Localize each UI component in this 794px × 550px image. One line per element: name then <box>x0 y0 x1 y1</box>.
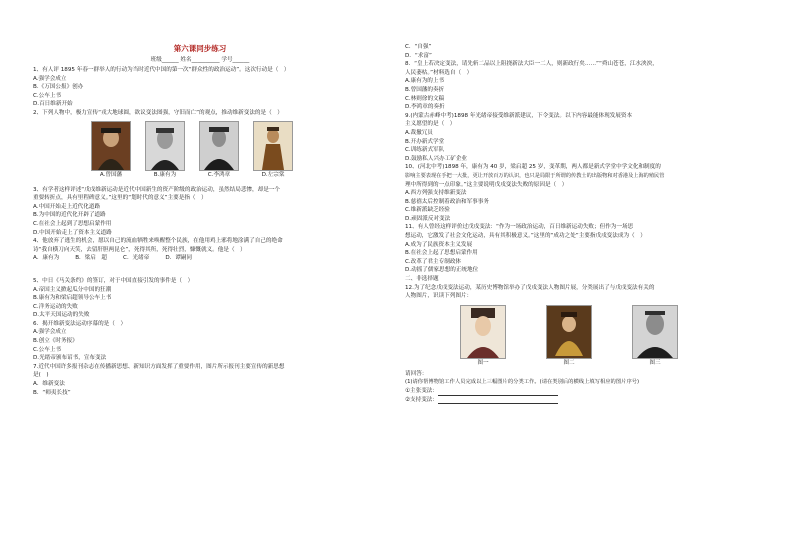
question-8-option-a: A.康有为的上书 <box>405 78 445 85</box>
question-7-stem-cont: 是( ) <box>33 372 49 379</box>
question-9-option-d: D.鼓励私人兴办工矿企业 <box>405 155 468 162</box>
question-2 <box>33 109 401 180</box>
portrait-image <box>199 121 239 171</box>
question-4-option-d: D．谭嗣同 <box>165 255 193 262</box>
question-10 <box>405 163 777 223</box>
question-2-stem: 2、下列人物中，极力宣传“戎大地球圆，欲议变法图强，守旧而亡”的观点，推动维新变法的是（ ） <box>33 109 283 116</box>
left-column <box>33 66 401 397</box>
question-1-stem: 1、有人评 1895 年春一群举人的行动为当时近代中国的第一次“群众性的政治运动”。这次行动是（ ） <box>33 67 290 73</box>
question-8-option-d: D.李鸿章的奏折 <box>405 104 445 111</box>
answer-blank-2[interactable] <box>438 397 558 404</box>
figure-image <box>632 305 678 359</box>
question-11-stem: 11、有人曾经这样评价过戊戌变法：“作为一场政治运动，百日维新运动失败；但作为一场思 <box>405 224 634 231</box>
question-1-option-a: A.强学会成立 <box>33 75 67 82</box>
question-6-stem: 6．揭开维新变法运动序幕的是（ ） <box>33 320 127 327</box>
question-3-option-d: D.中国开始走上了资本主义道路 <box>33 229 112 236</box>
question-8-stem-cont: 人民萎枯。”材料选自（ ） <box>405 69 473 76</box>
question-1-option-c: C.公车上书 <box>33 92 62 99</box>
figure-2 <box>546 305 592 368</box>
question-10-option-b: B.慈禧太后控制着政治和军事事务 <box>405 198 489 205</box>
question-6 <box>33 320 401 363</box>
question-4 <box>33 237 401 263</box>
question-10-option-a: A.西方列强支持维新变法 <box>405 190 467 197</box>
portrait-image <box>253 121 293 171</box>
question-6-option-b: B.创立《时务报》 <box>33 338 78 345</box>
page-title: 第六课同步练习 <box>173 44 227 53</box>
figure-image <box>460 305 506 359</box>
question-3-stem: 3、有学者这样评述“戊戌维新运动是近代中国新生的资产阶级的政治运动，虽然结局悲惨，却是一个 <box>33 186 280 193</box>
portrait-row <box>91 121 401 180</box>
question-7 <box>33 363 401 397</box>
question-9-stem-cont: 主义愿望的是（ ） <box>405 121 456 128</box>
question-1-option-d: D.百日维新开始 <box>33 101 73 108</box>
portrait-image <box>145 121 185 171</box>
question-5-option-d: D.太平天国运动的失败 <box>33 312 90 319</box>
question-1 <box>33 66 401 109</box>
question-6-option-d: D.光绪帝颁布诏书，宣布变法 <box>33 355 107 362</box>
answer-label-2: ②支持变法： <box>405 396 438 403</box>
portrait-c <box>199 121 239 180</box>
portrait-b <box>145 121 185 180</box>
portrait-d <box>253 121 293 180</box>
portrait-caption: B.康有为 <box>153 171 177 178</box>
question-12 <box>405 284 777 405</box>
question-5-option-a: A.帝国主义掀起瓜分中国的狂潮 <box>33 286 112 293</box>
question-10-stem-cont2: 理中所得到的一点印象。”这主要说明戊戌变法失败的原因是（ ） <box>405 181 568 188</box>
question-4-option-b: B．梁启 超 <box>75 255 108 262</box>
portrait-caption: D.左宗棠 <box>261 171 285 178</box>
question-4-option-c: C．光绪帝 <box>123 255 150 262</box>
figure-3 <box>632 305 678 368</box>
question-9-stem: 9.(内蒙古赤峰中考)1898 年光绪帝接受维新派建议，下令变法。以下内容最能体现发展资本 <box>405 112 633 119</box>
question-12-stem: 12.为了纪念戊戌变法运动，某历史博物馆举办了戊戌变法人物图片展，分类展出了与戊戌变法有关的 <box>405 284 655 291</box>
question-9-option-a: A.裁撤冗员 <box>405 129 433 136</box>
figure-image <box>546 305 592 359</box>
question-12-stem-cont: 人物图片，识读下列图片： <box>405 293 473 300</box>
question-3-option-a: A.中国开始走上近代化道路 <box>33 203 101 210</box>
answer-blank-1[interactable] <box>438 389 558 396</box>
right-column <box>405 43 777 404</box>
answer-line-1 <box>405 387 777 396</box>
question-8-option-c: C.林则徐的文稿 <box>405 95 445 102</box>
question-4-stem: 4、他放弃了逃生的机会，愿以自己的流血牺牲来唤醒整个民族，在他用鸡上邪将地涂满了自己的绝命 <box>33 238 283 245</box>
portrait-caption: A.曾国藩 <box>99 171 123 178</box>
figure-caption: 图一 <box>477 359 489 366</box>
portrait-a <box>91 121 131 180</box>
question-6-option-a: A.强学会成立 <box>33 329 67 336</box>
question-3-stem-cont: 重要转折点，具有里程碑意义。”这里的“划时代的意义”主要是指（ ） <box>33 195 207 202</box>
answer-prompt: 请回答： <box>405 370 428 377</box>
question-7-option-a: A．维新变法 <box>33 381 65 388</box>
question-11-option-d: D.动摇了儒家思想的正统地位 <box>405 267 479 274</box>
question-11-stem-cont: 想运动，它激发了社会文化运动，具有其积极意义。”这里的“成功之处”主要指戊戌变法成为（ ） <box>405 233 646 240</box>
student-info-line: 班级______ 姓名__________ 学号______ <box>150 57 250 63</box>
section-heading: 二、非选择题 <box>405 276 439 283</box>
answer-line-2 <box>405 396 777 405</box>
question-5-option-b: B.康有为和梁启超领导公车上书 <box>33 295 112 302</box>
question-3-option-b: B.为中国的近代化开辟了道路 <box>33 212 106 219</box>
question-5 <box>33 277 401 320</box>
question-7-option-b: B．“师夷长技” <box>33 389 71 396</box>
question-7-stem: 7.近代中国许多报刊杂志在传播新思想、新知识方面发挥了重要作用，图片所示报刊主要宣传的新思想 <box>33 363 285 370</box>
answer-label-1: ①主张变法： <box>405 388 438 394</box>
question-10-stem: 10、(河北中考)1898 年，康有为 40 岁，梁启超 25 岁，变革期，两人都是新式学堂中学文化和制度的 <box>405 164 661 171</box>
question-11-option-c: C.改革了君主专制政体 <box>405 258 462 265</box>
question-7-option-c: C．“自强” <box>405 44 432 50</box>
question-9 <box>405 112 777 164</box>
question-3 <box>33 186 401 238</box>
question-5-option-c: C.洋务运动的失败 <box>33 303 78 310</box>
question-7-option-d: D．“求富” <box>405 52 432 59</box>
figure-row <box>460 305 777 368</box>
question-1-option-b: B.《万国公报》创办 <box>33 84 84 91</box>
question-9-option-b: B.开办新式学堂 <box>405 138 445 145</box>
figure-1 <box>460 305 506 368</box>
question-11 <box>405 223 777 275</box>
figure-caption: 图三 <box>649 359 661 366</box>
question-8-stem: 8．“皇上若决定变法，请先斩二品以上阻挠新法大臣一二人，则新政行矣……”“舜山苍苍，江水泱泱， <box>405 61 658 68</box>
figure-caption: 图二 <box>563 359 575 366</box>
question-4-stem-cont: 诗“我自横刀向天笑，去留肝胆两昆仑”，死得其所，死得壮烈，慷慨就义。他是（ ） <box>33 246 246 253</box>
question-10-option-d: D.顽固派反对变法 <box>405 215 451 222</box>
question-9-option-c: C.训练新式军队 <box>405 147 445 154</box>
question-12-subquestion-1: (1)请你帮博物馆工作人员完成以上三幅图片的分类工作。(请在类别后的横线上填写相应的图片序号) <box>405 379 640 386</box>
question-10-stem-cont: 影响主要表现在手把一大批，更让开放百万的认识，也只是局限于所谓的传教士的出版物和对香港及上海的殖民管 <box>405 172 665 179</box>
question-4-options <box>33 254 401 263</box>
question-3-option-c: C.在社会上起到了思想启蒙作用 <box>33 220 112 227</box>
question-8-option-b: B.曾国藩的奏折 <box>405 86 445 93</box>
question-10-option-c: C.维新派缺乏经验 <box>405 207 450 214</box>
question-5-stem: 5、中日《马关条约》的签订，对于中国直接引发的事件是（ ） <box>33 277 194 284</box>
question-8 <box>405 60 777 112</box>
portrait-image <box>91 121 131 171</box>
question-11-option-a: A.成为了民族资本主义发展 <box>405 241 473 248</box>
question-11-option-b: B.在社会上起了思想启蒙作用 <box>405 250 478 257</box>
question-4-option-a: A．康有为 <box>33 255 60 262</box>
portrait-caption: C.李鸿章 <box>207 171 231 178</box>
question-6-option-c: C.公车上书 <box>33 346 62 353</box>
